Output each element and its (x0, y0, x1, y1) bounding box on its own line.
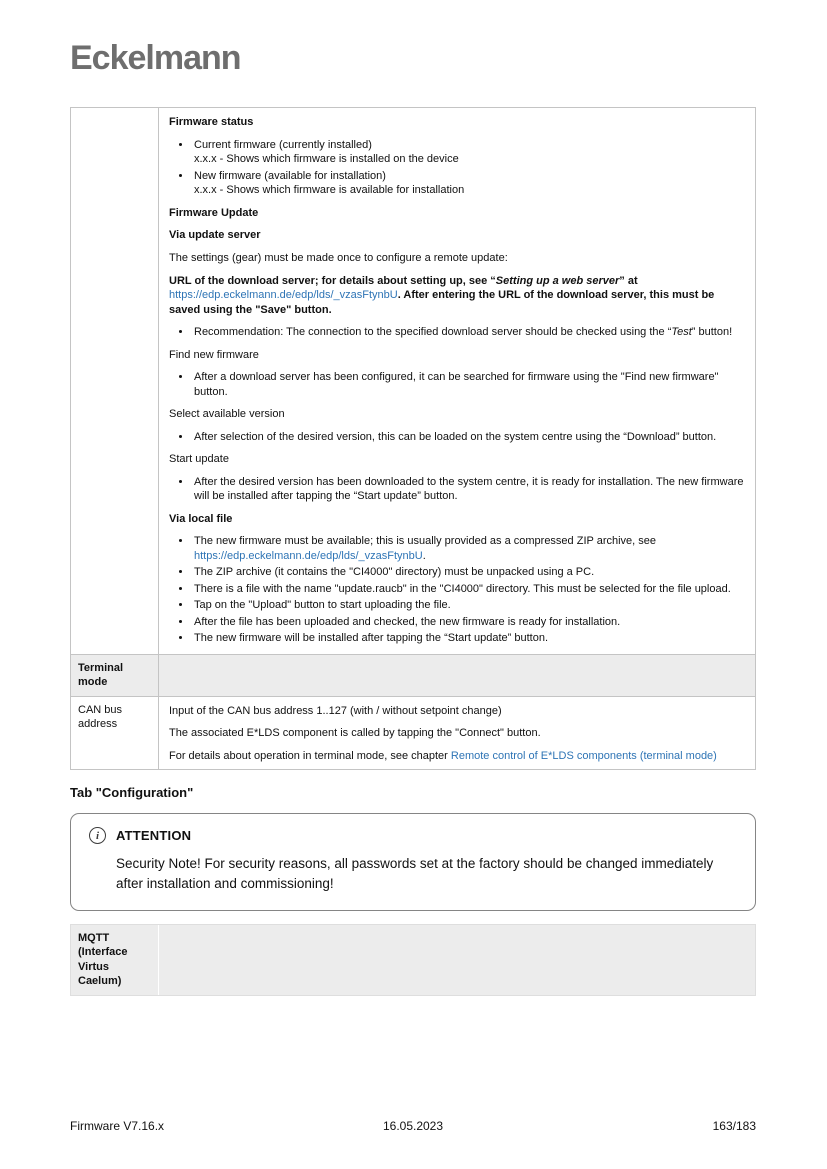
mqtt-table (70, 924, 756, 996)
paragraph: Input of the CAN bus address 1..127 (with / without setpoint change) (169, 704, 502, 717)
select-version-list (169, 430, 745, 445)
text-segment: URL of the download server; for details about setting up, see “ (169, 274, 496, 287)
via-local-file-list (169, 534, 745, 646)
attention-title: ATTENTION (116, 828, 192, 844)
find-new-firmware-list (169, 370, 745, 399)
list-item: • After selection of the desired version, this can be loaded on the system centre using the “Download” button. (192, 430, 745, 445)
text-segment: For details about operation in terminal mode, see chapter (169, 749, 451, 762)
mqtt-content (159, 925, 755, 995)
text-segment-italic: Test (671, 326, 692, 339)
terminal-mode-label: Terminal mode (71, 655, 159, 696)
list-item: • After the file has been uploaded and checked, the new firmware is ready for installation. (192, 615, 745, 630)
page-footer (70, 1119, 756, 1133)
section-heading-configuration: Tab "Configuration" (70, 785, 194, 801)
attention-header (89, 827, 737, 844)
find-new-firmware-heading: Find new firmware (169, 348, 259, 361)
firmware-update-heading: Firmware Update (169, 206, 259, 219)
list-item: • After the desired version has been downloaded to the system centre, it is ready for installation. The new firmware will be installed after tapping the “Start update” button. (192, 475, 745, 504)
list-item-line: x.x.x - Shows which firmware is installed on the device (194, 153, 459, 166)
download-server-link[interactable]: https://edp.eckelmann.de/edp/lds/_vzasFtynbU (169, 289, 398, 302)
firmware-status-heading: Firmware status (169, 116, 254, 129)
text-segment: The new firmware must be available; this is usually provided as a compressed ZIP archive, see (194, 535, 657, 548)
list-item-line: x.x.x - Shows which firmware is available for installation (194, 184, 465, 197)
text-segment: ” at (619, 274, 638, 287)
can-bus-content (159, 697, 755, 770)
list-item: • The new firmware will be installed after tapping the “Start update” button. (192, 631, 745, 646)
settings-paragraph: The settings (gear) must be made once to configure a remote update: (169, 252, 508, 264)
list-item-line: Current firmware (currently installed) (194, 138, 372, 151)
paragraph (169, 749, 745, 764)
terminal-mode-chapter-link[interactable]: Remote control of E*LDS components (terminal mode) (450, 749, 717, 762)
text-segment: Recommendation: The connection to the specified download server should be checked using the “ (194, 326, 672, 339)
select-version-heading: Select available version (169, 408, 285, 421)
start-update-list (169, 475, 745, 504)
list-item (192, 169, 745, 198)
list-item: • Tap on the "Upload" button to start uploading the file. (192, 598, 745, 613)
start-update-heading: Start update (169, 453, 229, 466)
page-content (70, 40, 756, 996)
text-segment: . After entering the URL of the download server, this must be saved using the "Save" button. (169, 289, 715, 316)
list-item: • There is a file with the name "update.raucb" in the "CI4000" directory. This must be selected for the file upload. (192, 582, 745, 597)
text-segment-italic: Setting up a web server (495, 274, 620, 287)
list-item: • The ZIP archive (it contains the "CI4000" directory) must be unpacked using a PC. (192, 565, 745, 580)
list-item (192, 138, 745, 167)
footer-page-number: 163/183 (712, 1119, 757, 1133)
terminal-mode-content (159, 655, 755, 696)
list-item (192, 534, 745, 563)
attention-body: Security Note! For security reasons, all passwords set at the factory should be changed immediately after installation and commissioning! (116, 856, 714, 891)
via-local-file-heading: Via local file (169, 512, 233, 525)
table-row-firmware (70, 108, 756, 654)
list-item (192, 325, 745, 340)
table-row-can-bus (70, 697, 756, 771)
zip-archive-link[interactable]: https://edp.eckelmann.de/edp/lds/_vzasFtynbU (194, 549, 423, 562)
can-bus-label: CAN bus address (71, 697, 159, 770)
list-item: • After a download server has been configured, it can be searched for firmware using the "Find new firmware" button. (192, 370, 745, 399)
firmware-row-content (159, 108, 755, 653)
recommendation-list (169, 325, 745, 340)
list-item-line: New firmware (available for installation) (194, 169, 386, 182)
text-segment: ” button! (691, 326, 733, 339)
footer-date: 16.05.2023 (382, 1119, 444, 1133)
company-logo: Eckelmann (70, 39, 241, 77)
info-icon: i (89, 827, 106, 844)
paragraph: The associated E*LDS component is called by tapping the "Connect" button. (169, 727, 541, 740)
text-segment: . (422, 549, 426, 562)
table-row-terminal-mode (70, 655, 756, 697)
settings-table (70, 107, 756, 770)
footer-firmware-version: Firmware V7.16.x (70, 1119, 165, 1133)
via-update-server-heading: Via update server (169, 229, 261, 242)
url-paragraph (169, 274, 745, 318)
table-row-mqtt (70, 925, 756, 996)
firmware-status-list (169, 138, 745, 198)
attention-box (70, 813, 756, 910)
mqtt-label: MQTT (Interface Virtus Caelum) (71, 925, 159, 995)
firmware-row-label (71, 108, 159, 653)
